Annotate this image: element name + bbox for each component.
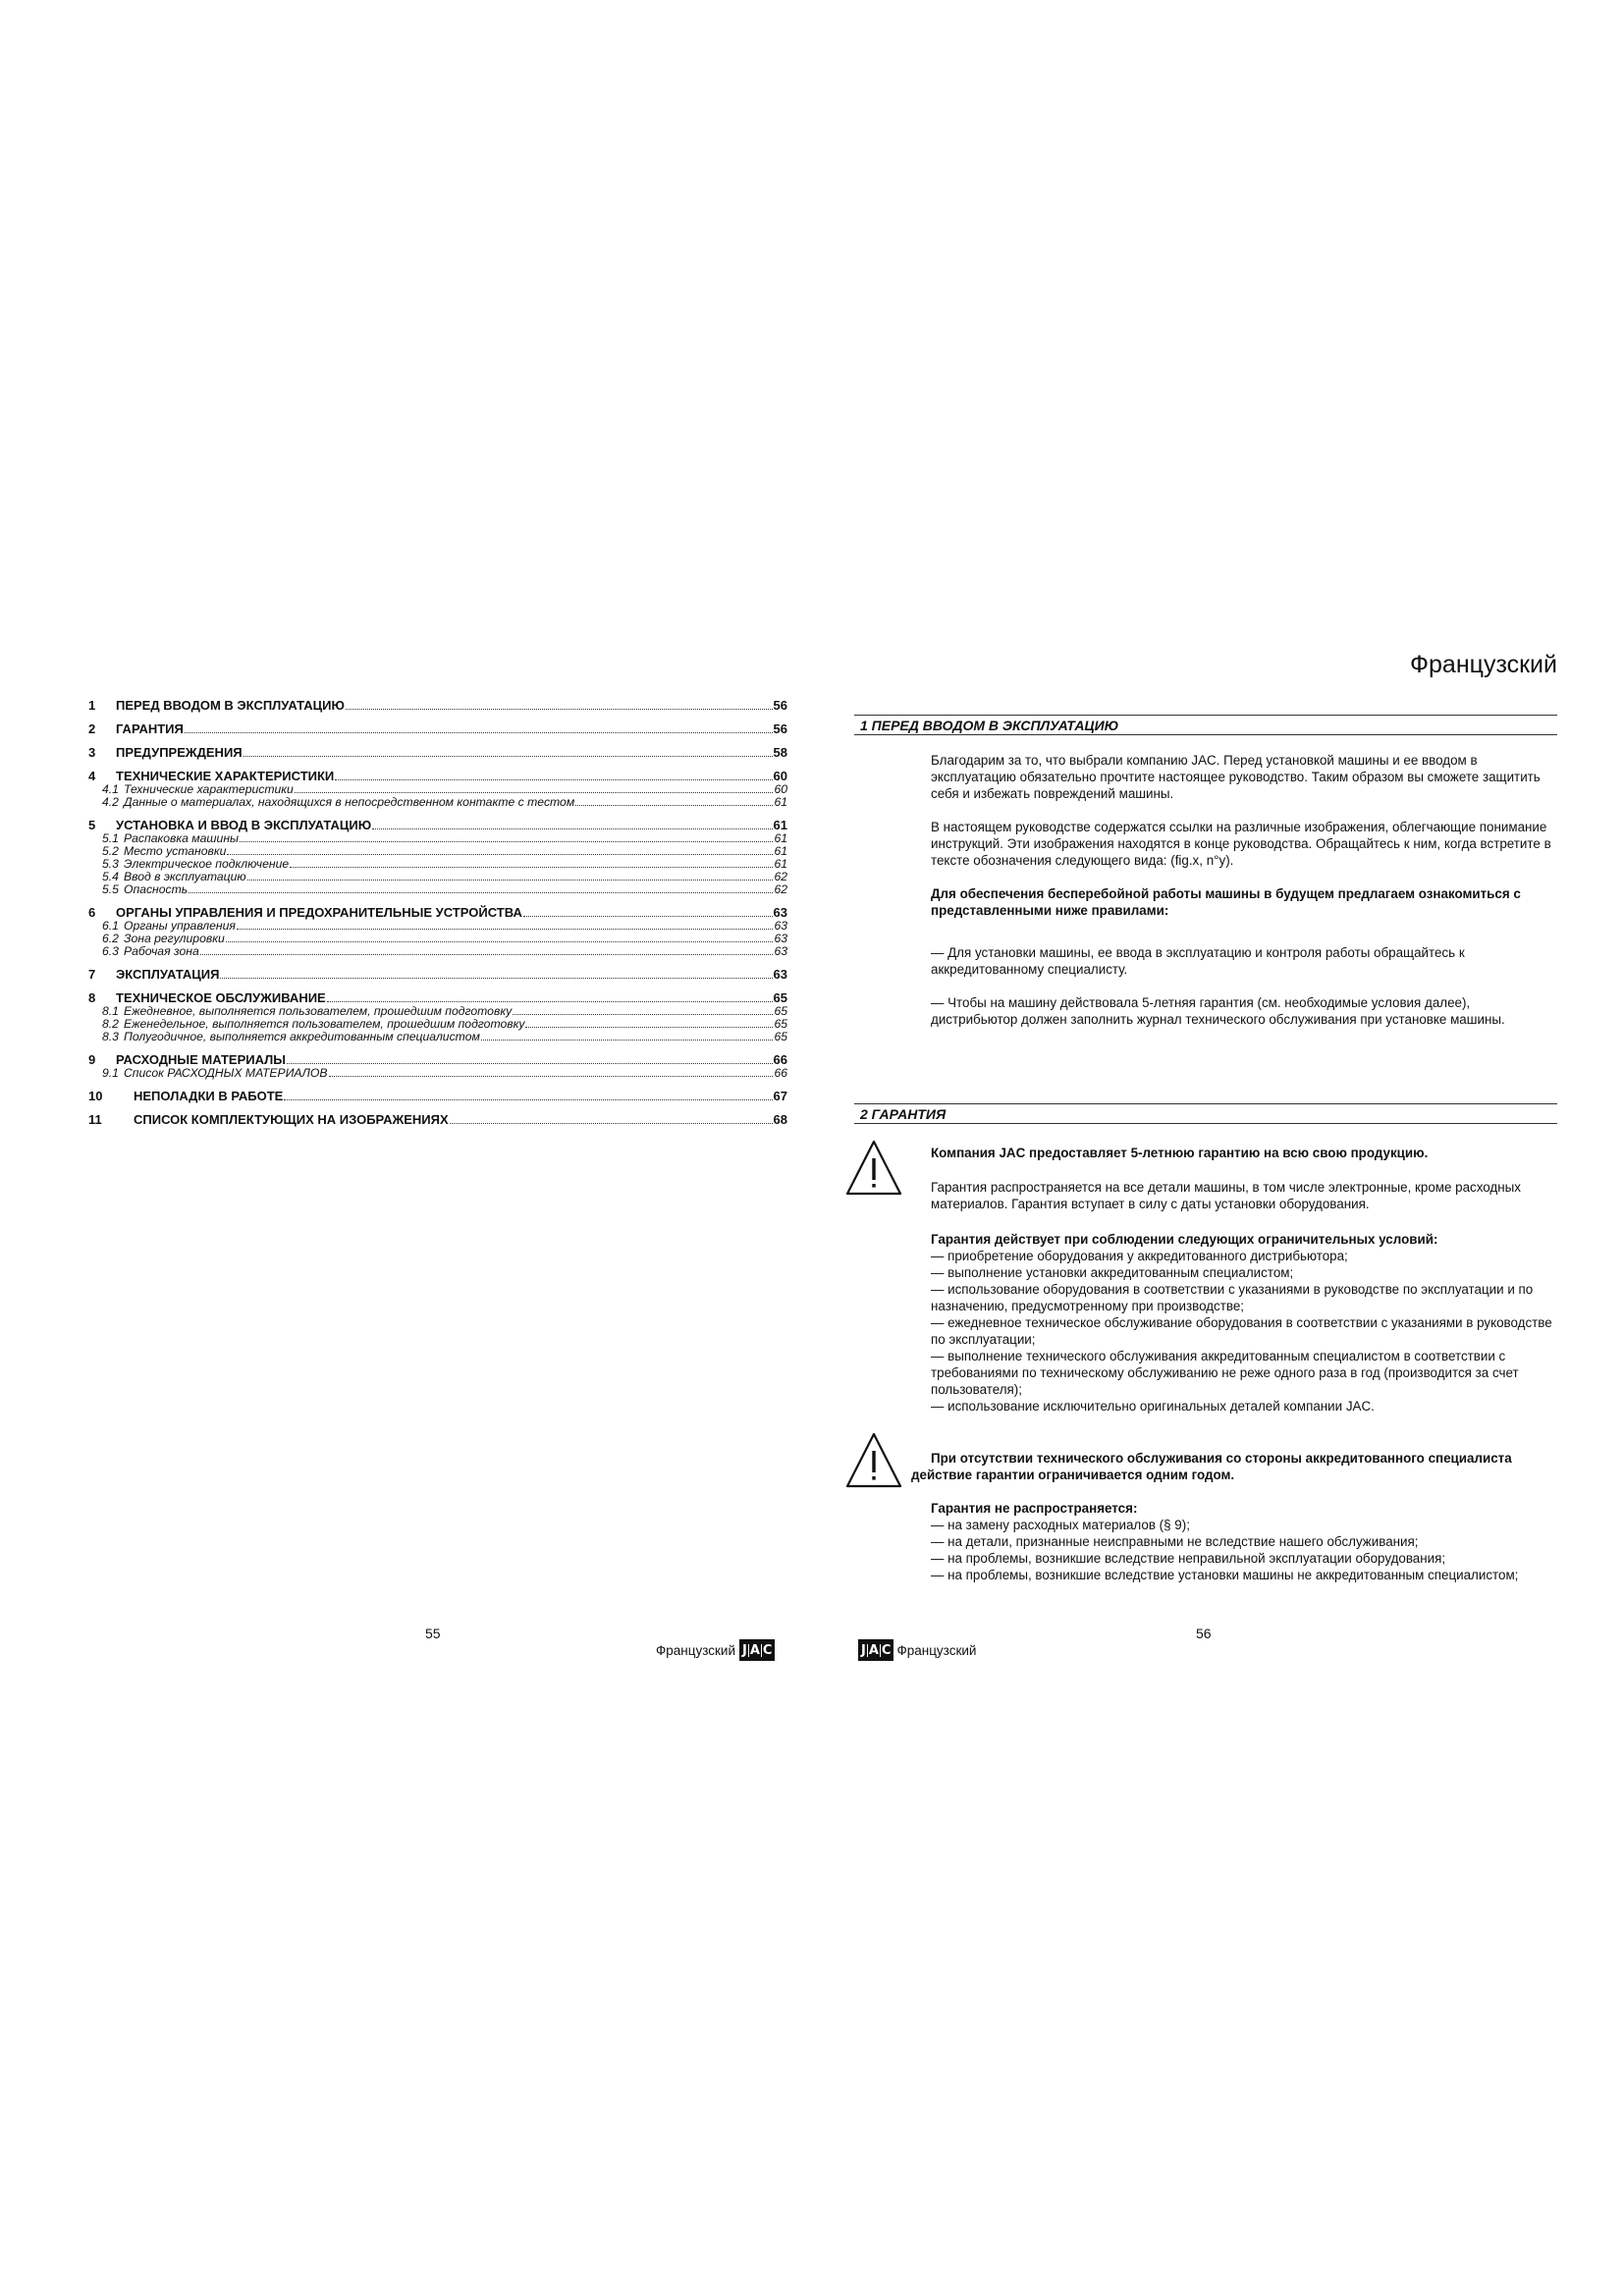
right-footer-text: Французский — [896, 1642, 977, 1658]
toc-number: 2 — [88, 721, 96, 736]
section-2-heading: 2 ГАРАНТИЯ — [854, 1103, 1557, 1124]
toc-number: 6 — [88, 905, 96, 920]
jac-logo: J A C — [739, 1639, 775, 1661]
toc-number: 3 — [88, 745, 96, 760]
toc-title: Опасность — [124, 882, 189, 896]
section-1-heading: 1 ПЕРЕД ВВОДОМ В ЭКСПЛУАТАЦИЮ — [854, 715, 1557, 735]
toc-leader-dots — [185, 732, 773, 733]
warranty-conditions — [931, 1231, 1559, 1415]
warning-icon — [844, 1431, 903, 1490]
warranty-exclusions-title: Гарантия не распространяется: — [931, 1501, 1138, 1516]
s1-images-paragraph: В настоящем руководстве содержатся ссылки на различные изображения, облегчающие понимание инструкций. Эти изображения находятся в конце руководства. Обращайтесь к ним, когда встретите в тексте обозначения следующего вида: (fig.x, n°y). — [931, 820, 1551, 868]
list-item: — на детали, признанные неисправными не вследствие нашего обслуживания; — [931, 1534, 1419, 1549]
warranty-exclusions — [931, 1500, 1559, 1583]
toc-page-number: 66 — [774, 1066, 787, 1080]
toc-subentry — [79, 796, 787, 809]
toc-entry — [79, 742, 787, 760]
toc-title: Ежедневное, выполняется пользователем, прошедшим подготовку — [124, 1004, 513, 1018]
list-item: — выполнение установки аккредитованным специалистом; — [931, 1265, 1294, 1280]
toc-leader-dots — [226, 941, 774, 942]
toc-title: СПИСОК КОМПЛЕКТУЮЩИХ НА ИЗОБРАЖЕНИЯХ — [134, 1112, 449, 1127]
toc-title: Рабочая зона — [124, 944, 199, 958]
warranty-exclusions-list — [931, 1517, 1559, 1583]
toc-page-number: 63 — [773, 905, 787, 920]
toc-leader-dots — [335, 779, 772, 780]
toc-leader-dots — [240, 841, 773, 842]
toc-number: 9.1 — [102, 1066, 119, 1080]
list-item: — выполнение технического обслуживания аккредитованным специалистом в соответствии с требованиями по техническому обслуживанию не реже одного раза в год (производится за счет пользователя); — [931, 1349, 1519, 1397]
right-page-number: 56 — [1196, 1626, 1212, 1641]
toc-number: 9 — [88, 1052, 96, 1067]
toc-page-number: 58 — [773, 745, 787, 760]
toc-entry — [79, 1049, 787, 1067]
toc-title: РАСХОДНЫЕ МАТЕРИАЛЫ — [116, 1052, 287, 1067]
toc-number: 4.2 — [102, 795, 119, 809]
toc-number: 5.2 — [102, 844, 119, 858]
left-footer-text: Французский — [656, 1642, 735, 1658]
toc-page-number: 68 — [773, 1112, 787, 1127]
toc-leader-dots — [523, 916, 773, 917]
toc-number: 1 — [88, 698, 96, 713]
toc-page-number: 65 — [774, 1017, 787, 1031]
s1-rules-intro: Для обеспечения бесперебойной работы машины в будущем предлагаем ознакомиться с представленными ниже правилами: — [931, 886, 1521, 918]
toc-subentry — [79, 1067, 787, 1080]
toc-number: 6.3 — [102, 944, 119, 958]
warranty-5-years-notice: Компания JAC предоставляет 5-летнюю гарантию на всю свою продукцию. — [931, 1146, 1429, 1160]
list-item: — ежедневное техническое обслуживание оборудования в соответствии с указаниями в руководстве по эксплуатации; — [931, 1315, 1552, 1347]
toc-title: Органы управления — [124, 919, 236, 933]
toc-leader-dots — [346, 709, 773, 710]
toc-page-number: 63 — [773, 967, 787, 982]
toc-entry — [79, 902, 787, 920]
s1-rule-warranty: — Чтобы на машину действовала 5-летняя гарантия (см. необходимые условия далее), дистрибьютор должен заполнить журнал технического обслуживания при установке машины. — [931, 995, 1505, 1027]
toc-number: 5.4 — [102, 870, 119, 883]
list-item: — на проблемы, возникшие вследствие неправильной эксплуатации оборудования; — [931, 1551, 1446, 1566]
toc-subentry — [79, 883, 787, 896]
toc-number: 10 — [88, 1089, 103, 1103]
toc-leader-dots — [287, 1063, 773, 1064]
toc-entry — [79, 695, 787, 713]
toc-leader-dots — [295, 792, 774, 793]
right-page-footer — [858, 1639, 976, 1661]
warranty-coverage-paragraph: Гарантия распространяется на все детали машины, в том числе электронные, кроме расходных материалов. Гарантия вступает в силу с даты установки оборудования. — [931, 1180, 1521, 1211]
warranty-conditions-title: Гарантия действует при соблюдении следующих ограничительных условий: — [931, 1232, 1438, 1247]
toc-entry — [79, 815, 787, 832]
toc-page-number: 63 — [774, 932, 787, 945]
toc-title: Место установки — [124, 844, 227, 858]
toc-page-number: 61 — [774, 795, 787, 809]
toc-leader-dots — [513, 1014, 773, 1015]
s1-intro-paragraph: Благодарим за то, что выбрали компанию JAC. Перед установкой машины и ее вводом в эксплуатацию обязательно прочтите настоящее руководство. Таким образом вы сможете защитить себя и избежать повреждений машины. — [931, 753, 1541, 801]
toc-title: ТЕХНИЧЕСКИЕ ХАРАКТЕРИСТИКИ — [116, 769, 335, 783]
toc-number: 11 — [88, 1112, 102, 1127]
toc-leader-dots — [329, 1076, 774, 1077]
toc-title: Данные о материалах, находящихся в непосредственном контакте с тестом — [124, 795, 575, 809]
warning-icon — [844, 1139, 903, 1198]
toc-page-number: 60 — [774, 782, 787, 796]
toc-title: НЕПОЛАДКИ В РАБОТЕ — [134, 1089, 284, 1103]
language-header: Французский — [1410, 651, 1557, 678]
toc-leader-dots — [189, 892, 773, 893]
toc-number: 8.1 — [102, 1004, 119, 1018]
warranty-one-year-notice: При отсутствии технического обслуживания со стороны аккредитованного специалиста действие гарантии ограничивается одним годом. — [911, 1451, 1512, 1482]
toc-page-number: 60 — [773, 769, 787, 783]
list-item: — использование оборудования в соответствии с указаниями в руководстве по эксплуатации и по назначению, предусмотренному при производстве; — [931, 1282, 1534, 1313]
list-item: — приобретение оборудования у аккредитованного дистрибьютора; — [931, 1249, 1348, 1263]
toc-page-number: 65 — [774, 1004, 787, 1018]
toc-leader-dots — [290, 867, 773, 868]
table-of-contents — [79, 695, 787, 1127]
toc-number: 8.3 — [102, 1030, 119, 1043]
toc-title: Список РАСХОДНЫХ МАТЕРИАЛОВ — [124, 1066, 328, 1080]
toc-title: Зона регулировки — [124, 932, 225, 945]
toc-leader-dots — [525, 1027, 773, 1028]
toc-leader-dots — [327, 1001, 773, 1002]
toc-leader-dots — [220, 978, 772, 979]
toc-leader-dots — [575, 805, 773, 806]
toc-title: ТЕХНИЧЕСКОЕ ОБСЛУЖИВАНИЕ — [116, 990, 326, 1005]
toc-entry — [79, 1109, 787, 1127]
toc-title: Еженедельное, выполняется пользователем, прошедшим подготовку — [124, 1017, 525, 1031]
toc-title: ЭКСПЛУАТАЦИЯ — [116, 967, 220, 982]
toc-page-number: 66 — [773, 1052, 787, 1067]
toc-leader-dots — [247, 880, 774, 881]
list-item: — использование исключительно оригинальных деталей компании JAC. — [931, 1399, 1375, 1414]
toc-entry — [79, 719, 787, 736]
toc-title: ОРГАНЫ УПРАВЛЕНИЯ И ПРЕДОХРАНИТЕЛЬНЫЕ УСТРОЙСТВА — [116, 905, 522, 920]
toc-number: 7 — [88, 967, 96, 982]
toc-title: ГАРАНТИЯ — [116, 721, 184, 736]
list-item: — на проблемы, возникшие вследствие установки машины не аккредитованным специалистом; — [931, 1568, 1519, 1582]
list-item: — на замену расходных материалов (§ 9); — [931, 1518, 1190, 1532]
toc-number: 5.5 — [102, 882, 119, 896]
toc-page-number: 56 — [773, 698, 787, 713]
toc-leader-dots — [284, 1099, 772, 1100]
toc-page-number: 67 — [773, 1089, 787, 1103]
toc-page-number: 61 — [774, 857, 787, 871]
toc-title: Распаковка машины — [124, 831, 240, 845]
toc-number: 5.3 — [102, 857, 119, 871]
toc-page-number: 62 — [774, 882, 787, 896]
toc-leader-dots — [244, 756, 773, 757]
toc-page-number: 63 — [774, 919, 787, 933]
toc-leader-dots — [372, 828, 772, 829]
toc-number: 5.1 — [102, 831, 119, 845]
jac-logo: J A C — [858, 1639, 893, 1661]
toc-subentry — [79, 945, 787, 958]
toc-title: Технические характеристики — [124, 782, 294, 796]
left-page-number: 55 — [425, 1626, 441, 1641]
toc-page-number: 63 — [774, 944, 787, 958]
toc-page-number: 61 — [774, 831, 787, 845]
left-page-footer — [656, 1639, 775, 1661]
s1-rule-specialist: — Для установки машины, ее ввода в эксплуатацию и контроля работы обращайтесь к аккредитованному специалисту. — [931, 945, 1465, 977]
toc-number: 6.2 — [102, 932, 119, 945]
toc-number: 4 — [88, 769, 96, 783]
toc-title: Электрическое подключение — [124, 857, 290, 871]
toc-title: ПЕРЕД ВВОДОМ В ЭКСПЛУАТАЦИЮ — [116, 698, 345, 713]
warranty-conditions-list — [931, 1248, 1559, 1415]
toc-title: Ввод в эксплуатацию — [124, 870, 246, 883]
toc-page-number: 61 — [774, 844, 787, 858]
toc-page-number: 62 — [774, 870, 787, 883]
toc-number: 8 — [88, 990, 96, 1005]
toc-leader-dots — [450, 1123, 773, 1124]
toc-entry — [79, 988, 787, 1005]
toc-page-number: 65 — [774, 1030, 787, 1043]
toc-page-number: 61 — [773, 818, 787, 832]
toc-title: ПРЕДУПРЕЖДЕНИЯ — [116, 745, 243, 760]
toc-entry — [79, 964, 787, 982]
toc-leader-dots — [227, 854, 773, 855]
toc-entry — [79, 1086, 787, 1103]
toc-number: 5 — [88, 818, 96, 832]
toc-number: 6.1 — [102, 919, 119, 933]
toc-title: Полугодичное, выполняется аккредитованным специалистом — [124, 1030, 480, 1043]
toc-page-number: 56 — [773, 721, 787, 736]
toc-leader-dots — [481, 1040, 774, 1041]
toc-page-number: 65 — [773, 990, 787, 1005]
toc-subentry — [79, 1031, 787, 1043]
toc-leader-dots — [237, 929, 774, 930]
section-1-body — [931, 752, 1555, 1028]
toc-leader-dots — [200, 954, 774, 955]
toc-title: УСТАНОВКА И ВВОД В ЭКСПЛУАТАЦИЮ — [116, 818, 372, 832]
toc-number: 4.1 — [102, 782, 119, 796]
toc-number: 8.2 — [102, 1017, 119, 1031]
toc-entry — [79, 766, 787, 783]
